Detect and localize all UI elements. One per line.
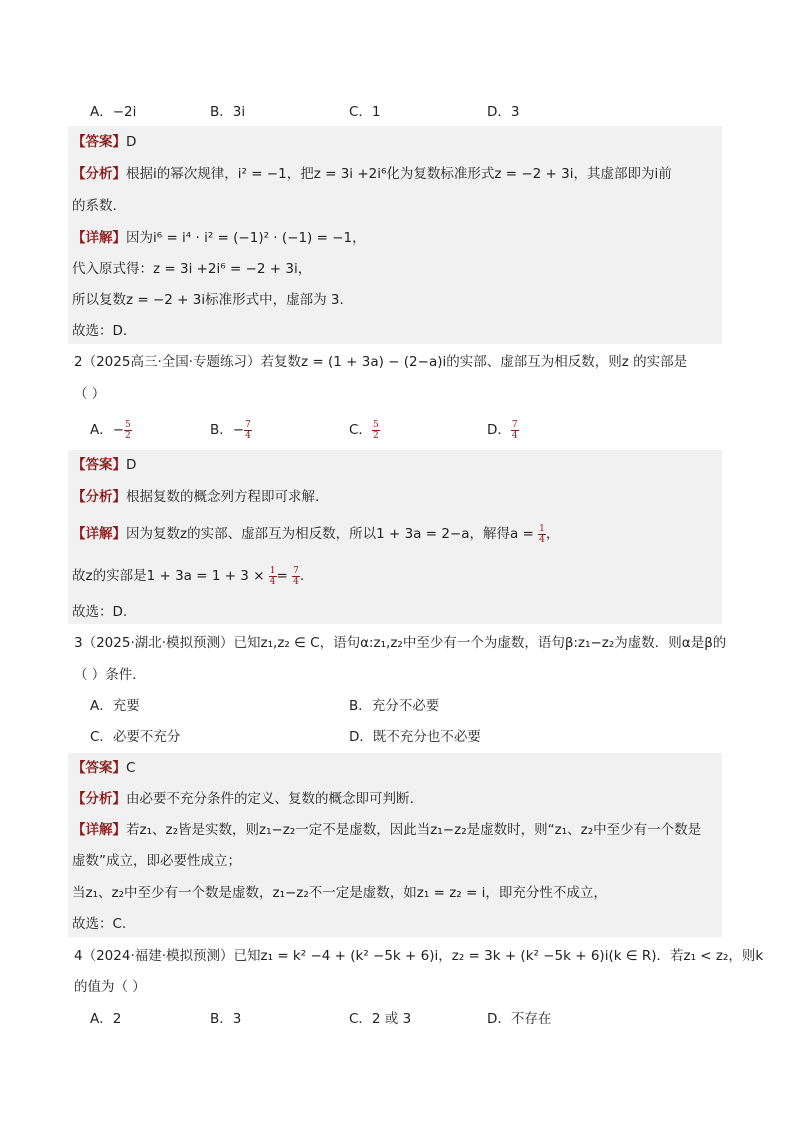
q2-option-d: D． $\frac{7}{4}$ [487, 419, 518, 441]
q1-option-d: D．3 [487, 104, 520, 120]
q4-option-b: B．3 [210, 1011, 242, 1027]
q1-detail-line3: 所以复数z = −2 + 3i标准形式中，虚部为 3. [72, 292, 344, 308]
q3-stem-line2: （ ）条件． [74, 667, 146, 683]
q2-analysis: 【分析】根据复数的概念列方程即可求解. [72, 489, 320, 505]
q3-option-c: C．必要不充分 [90, 729, 181, 745]
q3-detail-line3: 当z₁、z₂中至少有一个数是虚数，z₁−z₂不一定是虚数，如z₁ = z₂ = i，即充分性不成立， [72, 885, 607, 901]
q4-option-c: C．2 或 3 [349, 1011, 412, 1027]
q3-option-d: D．既不充分也不必要 [349, 729, 481, 745]
q2-option-b: B．− $\frac{7}{4}$ [210, 419, 251, 441]
q2-option-c: C． $\frac{5}{2}$ [349, 419, 379, 441]
q1-detail-line2: 代入原式得：z = 3i +2i⁶ = −2 + 3i， [72, 261, 312, 277]
q1-answer: 【答案】D [72, 134, 137, 150]
q2-option-a: A．− $\frac{5}{2}$ [90, 419, 131, 441]
q4-option-d: D．不存在 [487, 1011, 552, 1027]
q1-option-a: A．−2i [90, 104, 137, 120]
q1-analysis-line1: 【分析】根据i的幂次规律，i² = −1，把z = 3i +2i⁶化为复数标准形式z = −2 + 3i，其虚部即为i前 [72, 166, 672, 182]
q4-option-a: A．2 [90, 1011, 122, 1027]
q3-analysis: 【分析】由必要不充分条件的定义、复数的概念即可判断. [72, 791, 414, 807]
q2-detail-line1: 【详解】因为复数z的实部、虚部互为相反数，所以1 + 3a = 2−a，解得a = $\frac{1}{4}$ ， [72, 523, 560, 545]
q2-stem-line2: （ ） [74, 386, 106, 402]
q4-stem-line2: 的值为（ ） [74, 979, 146, 995]
q3-detail-line4: 故选：C. [72, 916, 127, 932]
q1-detail-line1: 【详解】因为i⁶ = i⁴ · i² = (−1)² · (−1) = −1， [72, 230, 366, 246]
q3-option-a: A．充要 [90, 698, 140, 714]
q1-detail-line4: 故选：D. [72, 323, 128, 339]
q1-analysis-line2: 的系数. [72, 198, 117, 214]
q3-stem-line1: 3（2025·湖北·模拟预测）已知z₁,z₂ ∈ C，语句α:z₁,z₂中至少有一个为虚数，语句β:z₁−z₂为虚数．则α是β的 [74, 635, 727, 651]
q1-option-c: C．1 [349, 104, 381, 120]
q2-detail-line2: 故z的实部是1 + 3a = 1 + 3 × $\frac{1}{4}$ = $\frac{7}{4}$ . [72, 565, 305, 587]
q4-stem-line1: 4（2024·福建·模拟预测）已知z₁ = k² −4 + (k² −5k + 6)i，z₂ = 3k + (k² −5k + 6)i(k ∈ R)．若z₁ < z₂，则k [74, 948, 764, 964]
q2-detail-line3: 故选：D. [72, 604, 128, 620]
q3-option-b: B．充分不必要 [349, 698, 440, 714]
q2-stem-line1: 2（2025高三·全国·专题练习）若复数z = (1 + 3a) − (2−a)i的实部、虚部互为相反数，则z 的实部是 [74, 354, 688, 370]
q3-detail-line2: 虚数”成立，即必要性成立； [72, 853, 241, 869]
q3-detail-line1: 【详解】若z₁、z₂皆是实数，则z₁−z₂一定不是虚数，因此当z₁−z₂是虚数时，则“z₁、z₂中至少有一个数是 [72, 822, 702, 838]
q3-answer: 【答案】C [72, 760, 136, 776]
q1-option-b: B．3i [210, 104, 246, 120]
q3-solution-block [68, 753, 722, 937]
q2-answer: 【答案】D [72, 457, 137, 473]
